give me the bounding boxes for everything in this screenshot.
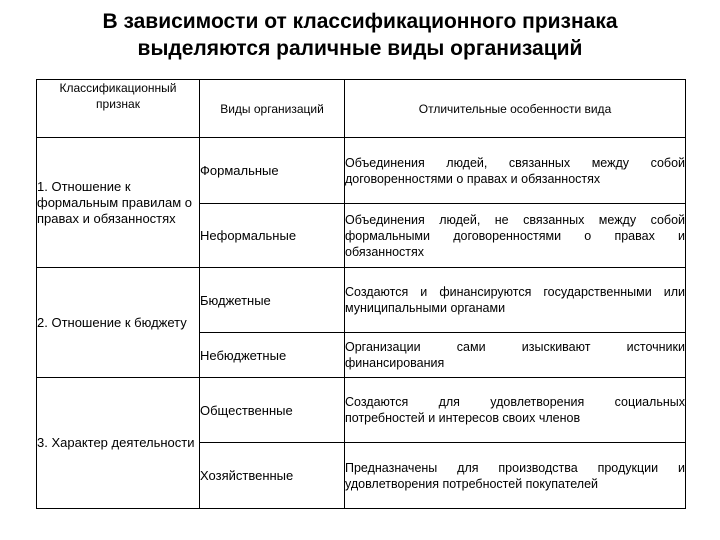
header-features: Отличительные особенности вида: [345, 80, 686, 138]
title-line-2: выделяются раличные виды организаций: [137, 37, 583, 60]
table-row: [37, 138, 686, 204]
description-cell: Создаются и финансируются государственными или муниципальными органами: [345, 268, 686, 333]
table-header-row: [37, 80, 686, 138]
description-cell: Объединения людей, связанных между собой договоренностями о правах и обязанностях: [345, 138, 686, 204]
type-cell: Общественные: [200, 378, 345, 443]
criterion-cell: 2. Отношение к бюджету: [37, 268, 200, 378]
header-types: Виды организаций: [200, 80, 345, 138]
description-cell: Предназначены для производства продукции и удовлетворения потребностей покупателей: [345, 443, 686, 509]
type-cell: Бюджетные: [200, 268, 345, 333]
table-row: [37, 268, 686, 333]
type-cell: Неформальные: [200, 204, 345, 268]
criterion-cell: 1. Отношение к формальным правилам о правах и обязанностях: [37, 138, 200, 268]
description-cell: Создаются для удовлетворения социальных потребностей и интересов своих членов: [345, 378, 686, 443]
type-cell: Хозяйственные: [200, 443, 345, 509]
criterion-cell: 3. Характер деятельности: [37, 378, 200, 509]
description-cell: Объединения людей, не связанных между собой формальными договоренностями о правах и обязанностях: [345, 204, 686, 268]
description-cell: Организации сами изыскивают источники финансирования: [345, 333, 686, 378]
type-cell: Формальные: [200, 138, 345, 204]
page-title: [0, 8, 720, 62]
table-row: [37, 378, 686, 443]
organization-types-table: [36, 79, 686, 509]
title-line-1: В зависимости от классификационного признака: [102, 10, 618, 33]
type-cell: Небюджетные: [200, 333, 345, 378]
header-criterion: Классификационный признак: [37, 80, 200, 138]
